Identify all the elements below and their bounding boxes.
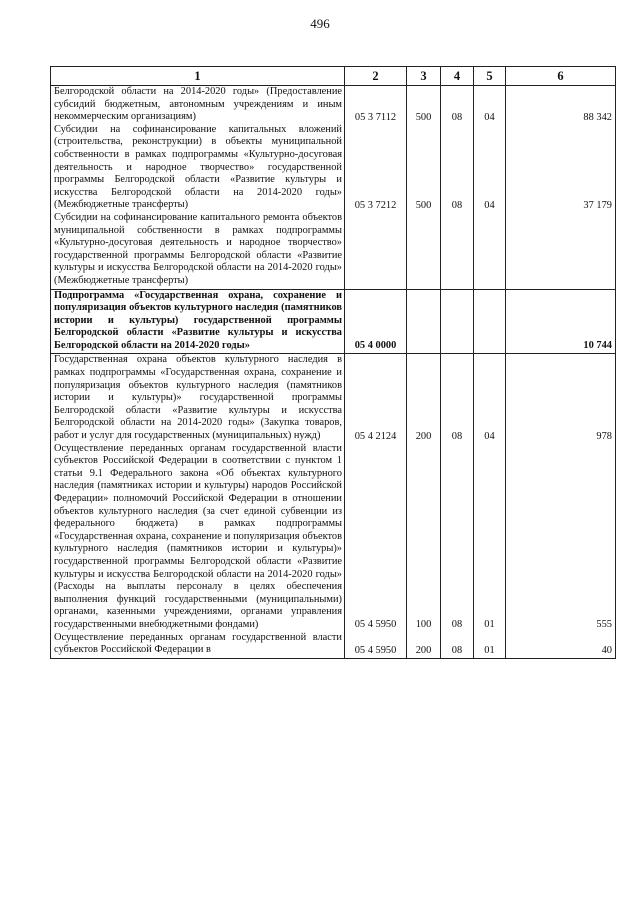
- amount-cell: [506, 354, 616, 658]
- vr-cell: [407, 86, 441, 290]
- code-value: 05 4 5950: [354, 644, 397, 656]
- rz-value: 08: [451, 619, 463, 631]
- amount-cell: 10 744: [506, 289, 616, 354]
- code-cell: 05 4 0000: [345, 289, 407, 354]
- header-col-4: 4: [441, 67, 474, 86]
- code-value: 05 4 5950: [354, 619, 397, 631]
- rz-cell: [441, 86, 474, 290]
- rz-value: 08: [451, 111, 463, 123]
- pr-value: 04: [484, 199, 495, 211]
- vr-cell: [407, 289, 441, 354]
- page-number: 496: [310, 16, 330, 31]
- amount-cell: [506, 86, 616, 290]
- rz-value: 08: [451, 199, 463, 211]
- header-row: [51, 67, 616, 86]
- rz-cell: [441, 289, 474, 354]
- amount-value: 37 179: [583, 199, 612, 211]
- vr-value: 200: [415, 644, 432, 656]
- description-paragraph: Белгородской области на 2014-2020 годы» (Предоставление субсидий бюджетным, автономным учреждениям и иным некоммерческим организациям): [54, 86, 342, 123]
- amount-value: 978: [596, 430, 612, 442]
- amount-value: 88 342: [583, 111, 612, 123]
- pr-value: 01: [484, 644, 495, 656]
- pr-value: 04: [484, 430, 495, 442]
- pr-value: 04: [484, 111, 495, 123]
- description-paragraph: Субсидии на софинансирование капитального ремонта объектов муниципальной собственности в рамках подпрограммы «Культурно-досуговая деятельность и народное творчество» государственной программы Белгородской области «Развитие культуры и искусства Белгородской области на 2014-2020 годы» (Межбюджетные трансферты): [54, 211, 342, 286]
- header-col-5: 5: [474, 67, 506, 86]
- header-col-1: 1: [51, 67, 345, 86]
- description-paragraph: Подпрограмма «Государственная охрана, сохранение и популяризация объектов культурного наследия (памятников истории и культуры) государственной программы Белгородской области «Развитие культуры и искусства Белгородской области на 2014-2020 годы»: [54, 289, 342, 351]
- vr-value: 500: [415, 111, 432, 123]
- code-value: 05 3 7212: [354, 199, 397, 211]
- header-col-6: 6: [506, 67, 616, 86]
- row-description: [51, 86, 345, 290]
- vr-value: 500: [415, 199, 432, 211]
- rz-value: 08: [451, 644, 463, 656]
- description-paragraph: Государственная охрана объектов культурного наследия в рамках подпрограммы «Государственная охрана, сохранение и популяризация объектов культурного наследия (памятников истории и культуры)» государственной программы Белгородской области «Развитие культуры и искусства Белгородской области на 2014-2020 годы» (Закупка товаров, работ и услуг для государственных (муниципальных) нужд): [54, 354, 342, 442]
- budget-table: [50, 66, 616, 659]
- vr-cell: [407, 354, 441, 658]
- amount-value: 40: [601, 644, 612, 656]
- row-description: [51, 289, 345, 354]
- code-value: 05 4 2124: [354, 430, 397, 442]
- code-value: 05 3 7112: [354, 111, 397, 123]
- row-description: [51, 354, 345, 658]
- table-row: [51, 86, 616, 290]
- pr-cell: [474, 354, 506, 658]
- description-paragraph: Осуществление переданных органам государственной власти субъектов Российской Федерации в: [54, 631, 342, 656]
- rz-value: 08: [451, 430, 463, 442]
- table-row: [51, 354, 616, 658]
- vr-value: 200: [415, 430, 432, 442]
- amount-value: 555: [596, 619, 612, 631]
- code-cell: [345, 86, 407, 290]
- pr-cell: [474, 289, 506, 354]
- description-paragraph: Осуществление переданных органам государственной власти субъектов Российской Федерации в соответствии с пунктом 1 статьи 9.1 Федерального закона «Об объектах культурного наследия (памятниках истории и культуры) народов Российской Федерации» полномочий Российской Федерации в отношении объектов культурного наследия (за счет единой субвенции из федерального бюджета) в рамках подпрограммы «Государственная охрана, сохранение и популяризация объектов культурного наследия (памятников истории и культуры)» государственной программы Белгородской области «Развитие культуры и искусства Белгородской области на 2014-2020 годы» (Расходы на выплаты персоналу в целях обеспечения выполнения функций государственными (муниципальными) органами, казенными учреждениями, органами управления государственными внебюджетными фондами): [54, 442, 342, 630]
- pr-value: 01: [484, 619, 495, 631]
- header-col-3: 3: [407, 67, 441, 86]
- pr-cell: [474, 86, 506, 290]
- vr-value: 100: [415, 619, 432, 631]
- rz-cell: [441, 354, 474, 658]
- table-row: [51, 289, 616, 354]
- code-cell: [345, 354, 407, 658]
- header-col-2: 2: [345, 67, 407, 86]
- description-paragraph: Субсидии на софинансирование капитальных вложений (строительства, реконструкции) в объекты муниципальной собственности в рамках подпрограммы «Культурно-досуговая деятельность и народное творчество» государственной программы Белгородской области «Развитие культуры и искусства Белгородской области на 2014-2020 годы» (Межбюджетные трансферты): [54, 123, 342, 211]
